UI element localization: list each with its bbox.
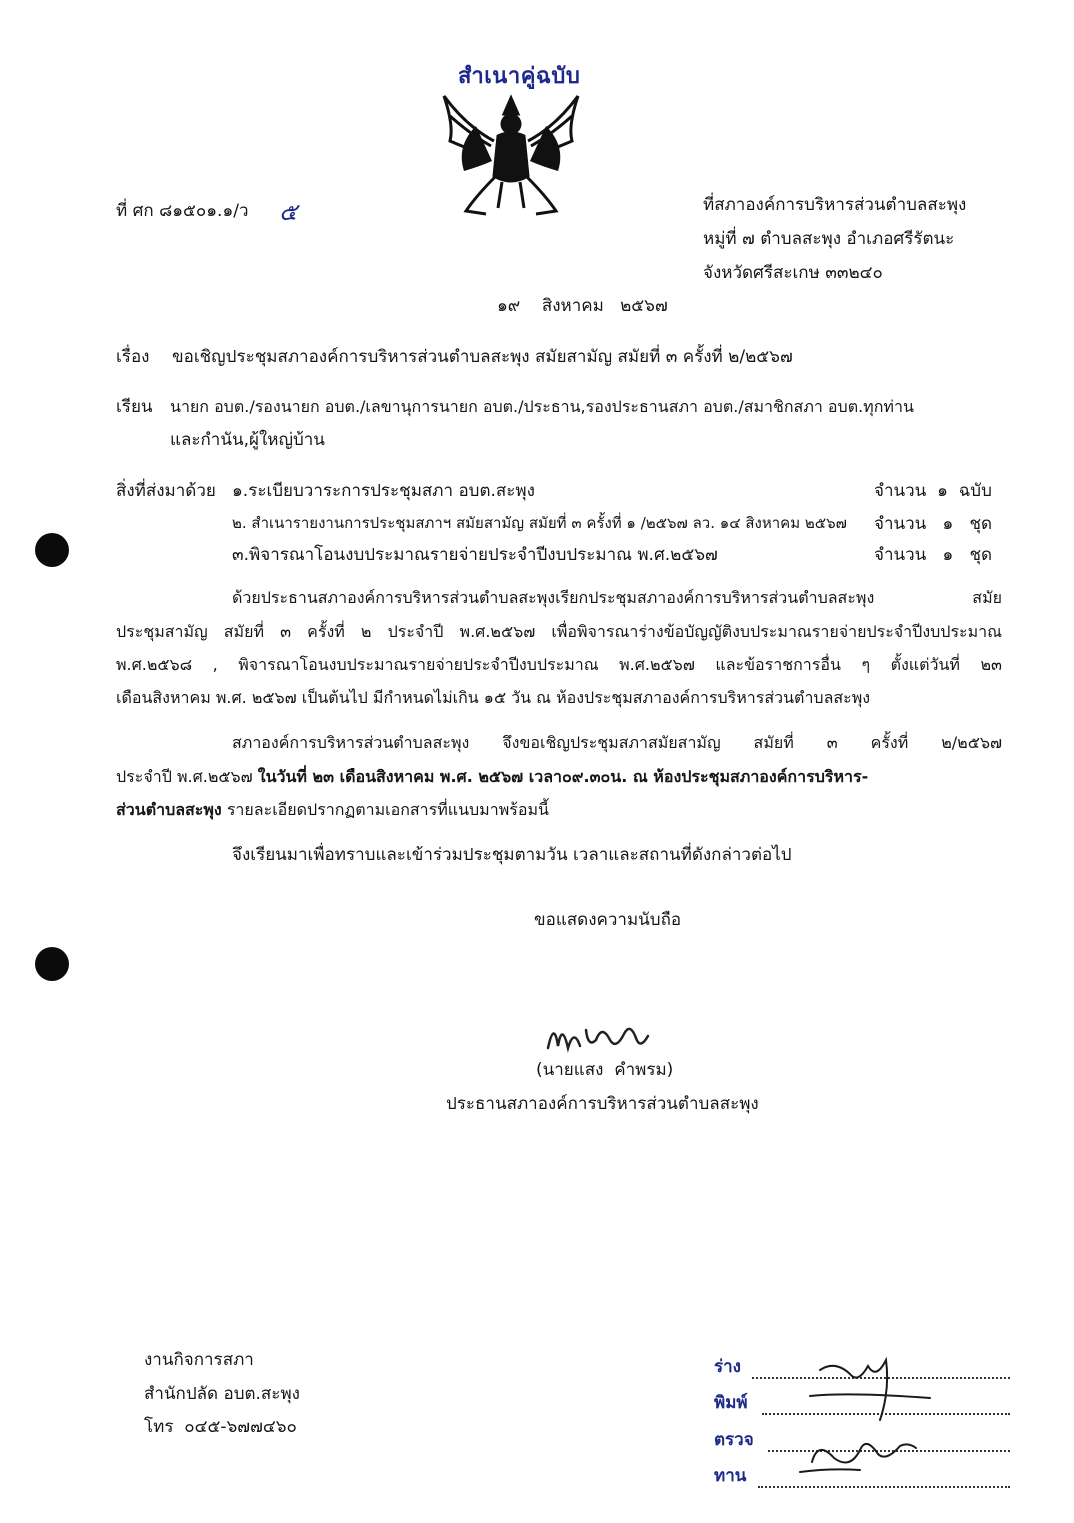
- enclosure-item-2-qty: จำนวน ๑ ชุด: [874, 514, 993, 534]
- enclosure-item-1-qty: จำนวน ๑ ฉบับ: [874, 481, 992, 501]
- paragraph-2-line-1: สภาองค์การบริหารส่วนตำบลสะพุง จึงขอเชิญประชุมสภาสมัยสามัญ สมัยที่ ๓ ครั้งที่ ๒/๒๕๖๗: [232, 733, 1002, 752]
- enclosure-item-1: ๑.ระเบียบวาระการประชุมสภา อบต.สะพุง: [232, 481, 535, 501]
- punch-hole-bottom: [35, 947, 69, 981]
- paragraph-3: จึงเรียนมาเพื่อทราบและเข้าร่วมประชุมตามวัน เวลาและสถานที่ดังกล่าวต่อไป: [232, 845, 792, 865]
- recipient-label: เรียน: [116, 397, 153, 417]
- paragraph-1-line-4: เดือนสิงหาคม พ.ศ. ๒๕๖๗ เป็นต้นไป มีกำหนดไม่เกิน ๑๕ วัน ณ ห้องประชุมสภาองค์การบริหารส่วนตำบลสะพุง: [116, 688, 871, 707]
- closing-phrase: ขอแสดงความนับถือ: [534, 910, 682, 930]
- approval-label-checked: ตรวจ: [714, 1430, 754, 1450]
- footer-phone: โทร ๐๔๕-๖๗๗๔๖๐: [144, 1417, 297, 1437]
- office-address-line-3: จังหวัดศรีสะเกษ ๓๓๒๔๐: [703, 263, 883, 283]
- recipient-line-2: และกำนัน,ผู้ใหญ่บ้าน: [170, 430, 325, 450]
- garuda-emblem-icon: [436, 86, 586, 221]
- signer-title: ประธานสภาองค์การบริหารส่วนตำบลสะพุง: [446, 1094, 759, 1114]
- punch-hole-top: [35, 533, 69, 567]
- enclosure-item-3: ๓.พิจารณาโอนงบประมาณรายจ่ายประจำปีงบประมาณ พ.ศ.๒๕๖๗: [232, 545, 718, 565]
- approval-initials-handwritten-icon: [790, 1350, 940, 1500]
- footer-department: งานกิจการสภา: [144, 1350, 254, 1370]
- approval-label-draft: ร่าง: [714, 1357, 741, 1377]
- approval-label-reviewed: ทาน: [714, 1466, 747, 1486]
- document-number: ที่ ศก ๘๑๕๐๑.๑/ว: [116, 201, 249, 221]
- enclosure-item-2: ๒. สำเนารายงานการประชุมสภาฯ สมัยสามัญ สมัยที่ ๓ ครั้งที่ ๑ /๒๕๖๗ ลว. ๑๔ สิงหาคม ๒๕๖๗: [232, 514, 847, 532]
- footer-office: สำนักปลัด อบต.สะพุง: [144, 1384, 300, 1404]
- signer-name: (นายแสง คำพรม): [536, 1060, 674, 1080]
- document-number-handwritten: ๕: [279, 198, 298, 226]
- enclosures-label: สิ่งที่ส่งมาด้วย: [116, 481, 216, 501]
- paragraph-1-line-1: ด้วยประธานสภาองค์การบริหารส่วนตำบลสะพุงเรียกประชุมสภาองค์การบริหารส่วนตำบลสะพุง สมัย: [232, 588, 1002, 607]
- paragraph-2-line-3-bold: ส่วนตำบลสะพุง: [116, 800, 222, 819]
- paragraph-2-line-2-bold: ในวันที่ ๒๓ เดือนสิงหาคม พ.ศ. ๒๕๖๗ เวลา๐๙.๓๐น. ณ ห้องประชุมสภาองค์การบริหาร-: [257, 767, 869, 786]
- enclosure-item-3-qty: จำนวน ๑ ชุด: [874, 545, 993, 565]
- letter-date: ๑๙ สิงหาคม ๒๕๖๗: [497, 296, 668, 316]
- paragraph-2-line-3: [116, 800, 549, 819]
- office-address-line-1: ที่สภาองค์การบริหารส่วนตำบลสะพุง: [703, 195, 967, 215]
- paragraph-2-line-3-plain: รายละเอียดปรากฏตามเอกสารที่แนบมาพร้อมนี้: [221, 800, 549, 819]
- subject-text: ขอเชิญประชุมสภาองค์การบริหารส่วนตำบลสะพุง สมัยสามัญ สมัยที่ ๓ ครั้งที่ ๒/๒๕๖๗: [172, 347, 793, 367]
- recipient-line-1: นายก อบต./รองนายก อบต./เลขานุการนายก อบต./ประธาน,รองประธานสภา อบต./สมาชิกสภา อบต.ทุกท่าน: [170, 397, 914, 416]
- subject-label: เรื่อง: [116, 347, 150, 367]
- copy-stamp: สำเนาคู่ฉบับ: [458, 64, 581, 89]
- signature-handwritten-icon: [540, 1010, 660, 1060]
- paragraph-2-line-2-plain: ประจำปี พ.ศ.๒๕๖๗: [116, 767, 258, 786]
- office-address-line-2: หมู่ที่ ๗ ตำบลสะพุง อำเภอศรีรัตนะ: [703, 229, 955, 249]
- approval-label-typed: พิมพ์: [714, 1393, 748, 1413]
- paragraph-1-line-3: พ.ศ.๒๕๖๘ , พิจารณาโอนงบประมาณรายจ่ายประจำปีงบประมาณ พ.ศ.๒๕๖๗ และข้อราชการอื่น ๆ ตั้งแต่วันที่ ๒๓: [116, 655, 1002, 674]
- paragraph-2-line-2: [116, 767, 868, 786]
- paragraph-1-line-2: ประชุมสามัญ สมัยที่ ๓ ครั้งที่ ๒ ประจำปี พ.ศ.๒๕๖๗ เพื่อพิจารณาร่างข้อบัญญัติงบประมาณรายจ่ายประจำปีงบประมาณ: [116, 622, 1002, 641]
